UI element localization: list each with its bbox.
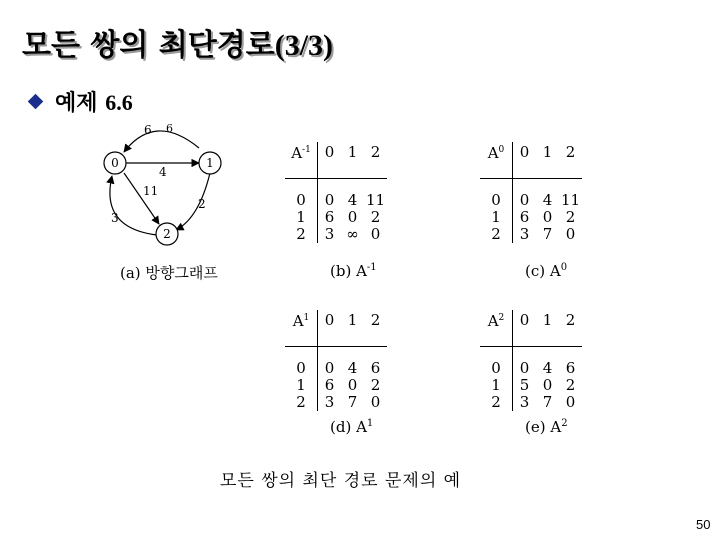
row-header: 1 bbox=[285, 209, 318, 226]
graph-node-2-label: 2 bbox=[163, 227, 171, 241]
col-header: 2 bbox=[364, 142, 387, 179]
row-header: 1 bbox=[285, 377, 318, 394]
col-header: 2 bbox=[559, 142, 582, 179]
example-bullet bbox=[30, 86, 133, 117]
cell: 2 bbox=[565, 208, 576, 226]
matrix-a1 bbox=[285, 310, 387, 411]
cell: 0 bbox=[565, 393, 576, 411]
row-header: 2 bbox=[480, 394, 513, 411]
cell: 3 bbox=[519, 225, 530, 243]
cell: 7 bbox=[347, 393, 358, 411]
col-header: 2 bbox=[364, 310, 387, 347]
matrix-name: $A^{-1}$ bbox=[285, 142, 318, 179]
matrix-caption: (d) $A^1$ bbox=[330, 418, 374, 436]
edge-1-0 bbox=[124, 131, 199, 152]
cell: 11 bbox=[560, 191, 581, 209]
edge-0-2 bbox=[124, 173, 159, 224]
col-header: 1 bbox=[536, 142, 559, 179]
col-header: 1 bbox=[536, 310, 559, 347]
graph-weight-top: 6 bbox=[166, 122, 173, 135]
edge-label-0-1: 4 bbox=[159, 165, 167, 179]
page-number: 50 bbox=[696, 517, 711, 532]
row-header: 0 bbox=[285, 347, 318, 378]
cell: 0 bbox=[542, 376, 553, 394]
cell: 0 bbox=[324, 191, 335, 209]
title-suffix: (3/3) bbox=[274, 29, 334, 62]
matrix-a0 bbox=[480, 142, 582, 243]
cell: 0 bbox=[347, 208, 358, 226]
cell: 11 bbox=[365, 191, 386, 209]
matrix-a2 bbox=[480, 310, 582, 411]
cell: ∞ bbox=[346, 225, 359, 243]
cell: 6 bbox=[324, 208, 335, 226]
cell: 2 bbox=[370, 376, 381, 394]
col-header: 1 bbox=[341, 310, 364, 347]
graph-node-1-label: 1 bbox=[206, 156, 214, 170]
cell: 7 bbox=[542, 393, 553, 411]
example-heading bbox=[55, 86, 133, 117]
matrix-caption: (b) $A^{-1}$ bbox=[330, 262, 377, 280]
row-header: 2 bbox=[285, 394, 318, 411]
matrix-name: $A^2$ bbox=[480, 310, 513, 347]
cell: 3 bbox=[324, 393, 335, 411]
cell: 6 bbox=[519, 208, 530, 226]
cell: 0 bbox=[370, 225, 381, 243]
matrix-caption: (c) $A^0$ bbox=[525, 262, 568, 280]
cell: 4 bbox=[347, 191, 358, 209]
matrix-caption: (e) $A^2$ bbox=[525, 418, 568, 436]
row-header: 2 bbox=[285, 226, 318, 243]
col-header: 0 bbox=[513, 142, 537, 179]
cell: 4 bbox=[542, 359, 553, 377]
graph-node-0-label: 0 bbox=[111, 156, 119, 170]
row-header: 0 bbox=[480, 179, 513, 210]
cell: 0 bbox=[519, 191, 530, 209]
cell: 6 bbox=[565, 359, 576, 377]
edge-label-0-2: 11 bbox=[143, 184, 159, 198]
cell: 0 bbox=[565, 225, 576, 243]
cell: 7 bbox=[542, 225, 553, 243]
col-header: 2 bbox=[559, 310, 582, 347]
title-main: 모든 쌍의 최단경로 bbox=[22, 28, 275, 63]
col-header: 0 bbox=[318, 310, 342, 347]
col-header: 0 bbox=[318, 142, 342, 179]
cell: 0 bbox=[542, 208, 553, 226]
col-header: 1 bbox=[341, 142, 364, 179]
slide-title bbox=[22, 20, 333, 64]
cell: 2 bbox=[565, 376, 576, 394]
cell: 2 bbox=[370, 208, 381, 226]
cell: 5 bbox=[519, 376, 530, 394]
example-label: 예제 bbox=[55, 91, 98, 116]
matrix-name: $A^1$ bbox=[285, 310, 318, 347]
row-header: 2 bbox=[480, 226, 513, 243]
matrix-name: $A^0$ bbox=[480, 142, 513, 179]
directed-graph bbox=[95, 118, 255, 248]
graph-caption: (a) 방향그래프 bbox=[120, 264, 218, 282]
edge-label-1-0: 6 bbox=[144, 123, 152, 137]
edge-label-1-2: 2 bbox=[198, 197, 206, 211]
edge-label-2-0: 3 bbox=[111, 211, 119, 225]
cell: 0 bbox=[370, 393, 381, 411]
row-header: 0 bbox=[480, 347, 513, 378]
row-header: 0 bbox=[285, 179, 318, 210]
cell: 0 bbox=[324, 359, 335, 377]
col-header: 0 bbox=[513, 310, 537, 347]
cell: 3 bbox=[324, 225, 335, 243]
cell: 6 bbox=[370, 359, 381, 377]
row-header: 1 bbox=[480, 377, 513, 394]
cell: 0 bbox=[519, 359, 530, 377]
cell: 3 bbox=[519, 393, 530, 411]
figure-caption: 모든 쌍의 최단 경로 문제의 예 bbox=[220, 471, 462, 491]
example-number: 6.6 bbox=[105, 90, 133, 115]
cell: 0 bbox=[347, 376, 358, 394]
row-header: 1 bbox=[480, 209, 513, 226]
matrix-a-minus1 bbox=[285, 142, 387, 243]
cell: 4 bbox=[347, 359, 358, 377]
cell: 4 bbox=[542, 191, 553, 209]
diamond-bullet-icon bbox=[28, 94, 44, 110]
cell: 6 bbox=[324, 376, 335, 394]
